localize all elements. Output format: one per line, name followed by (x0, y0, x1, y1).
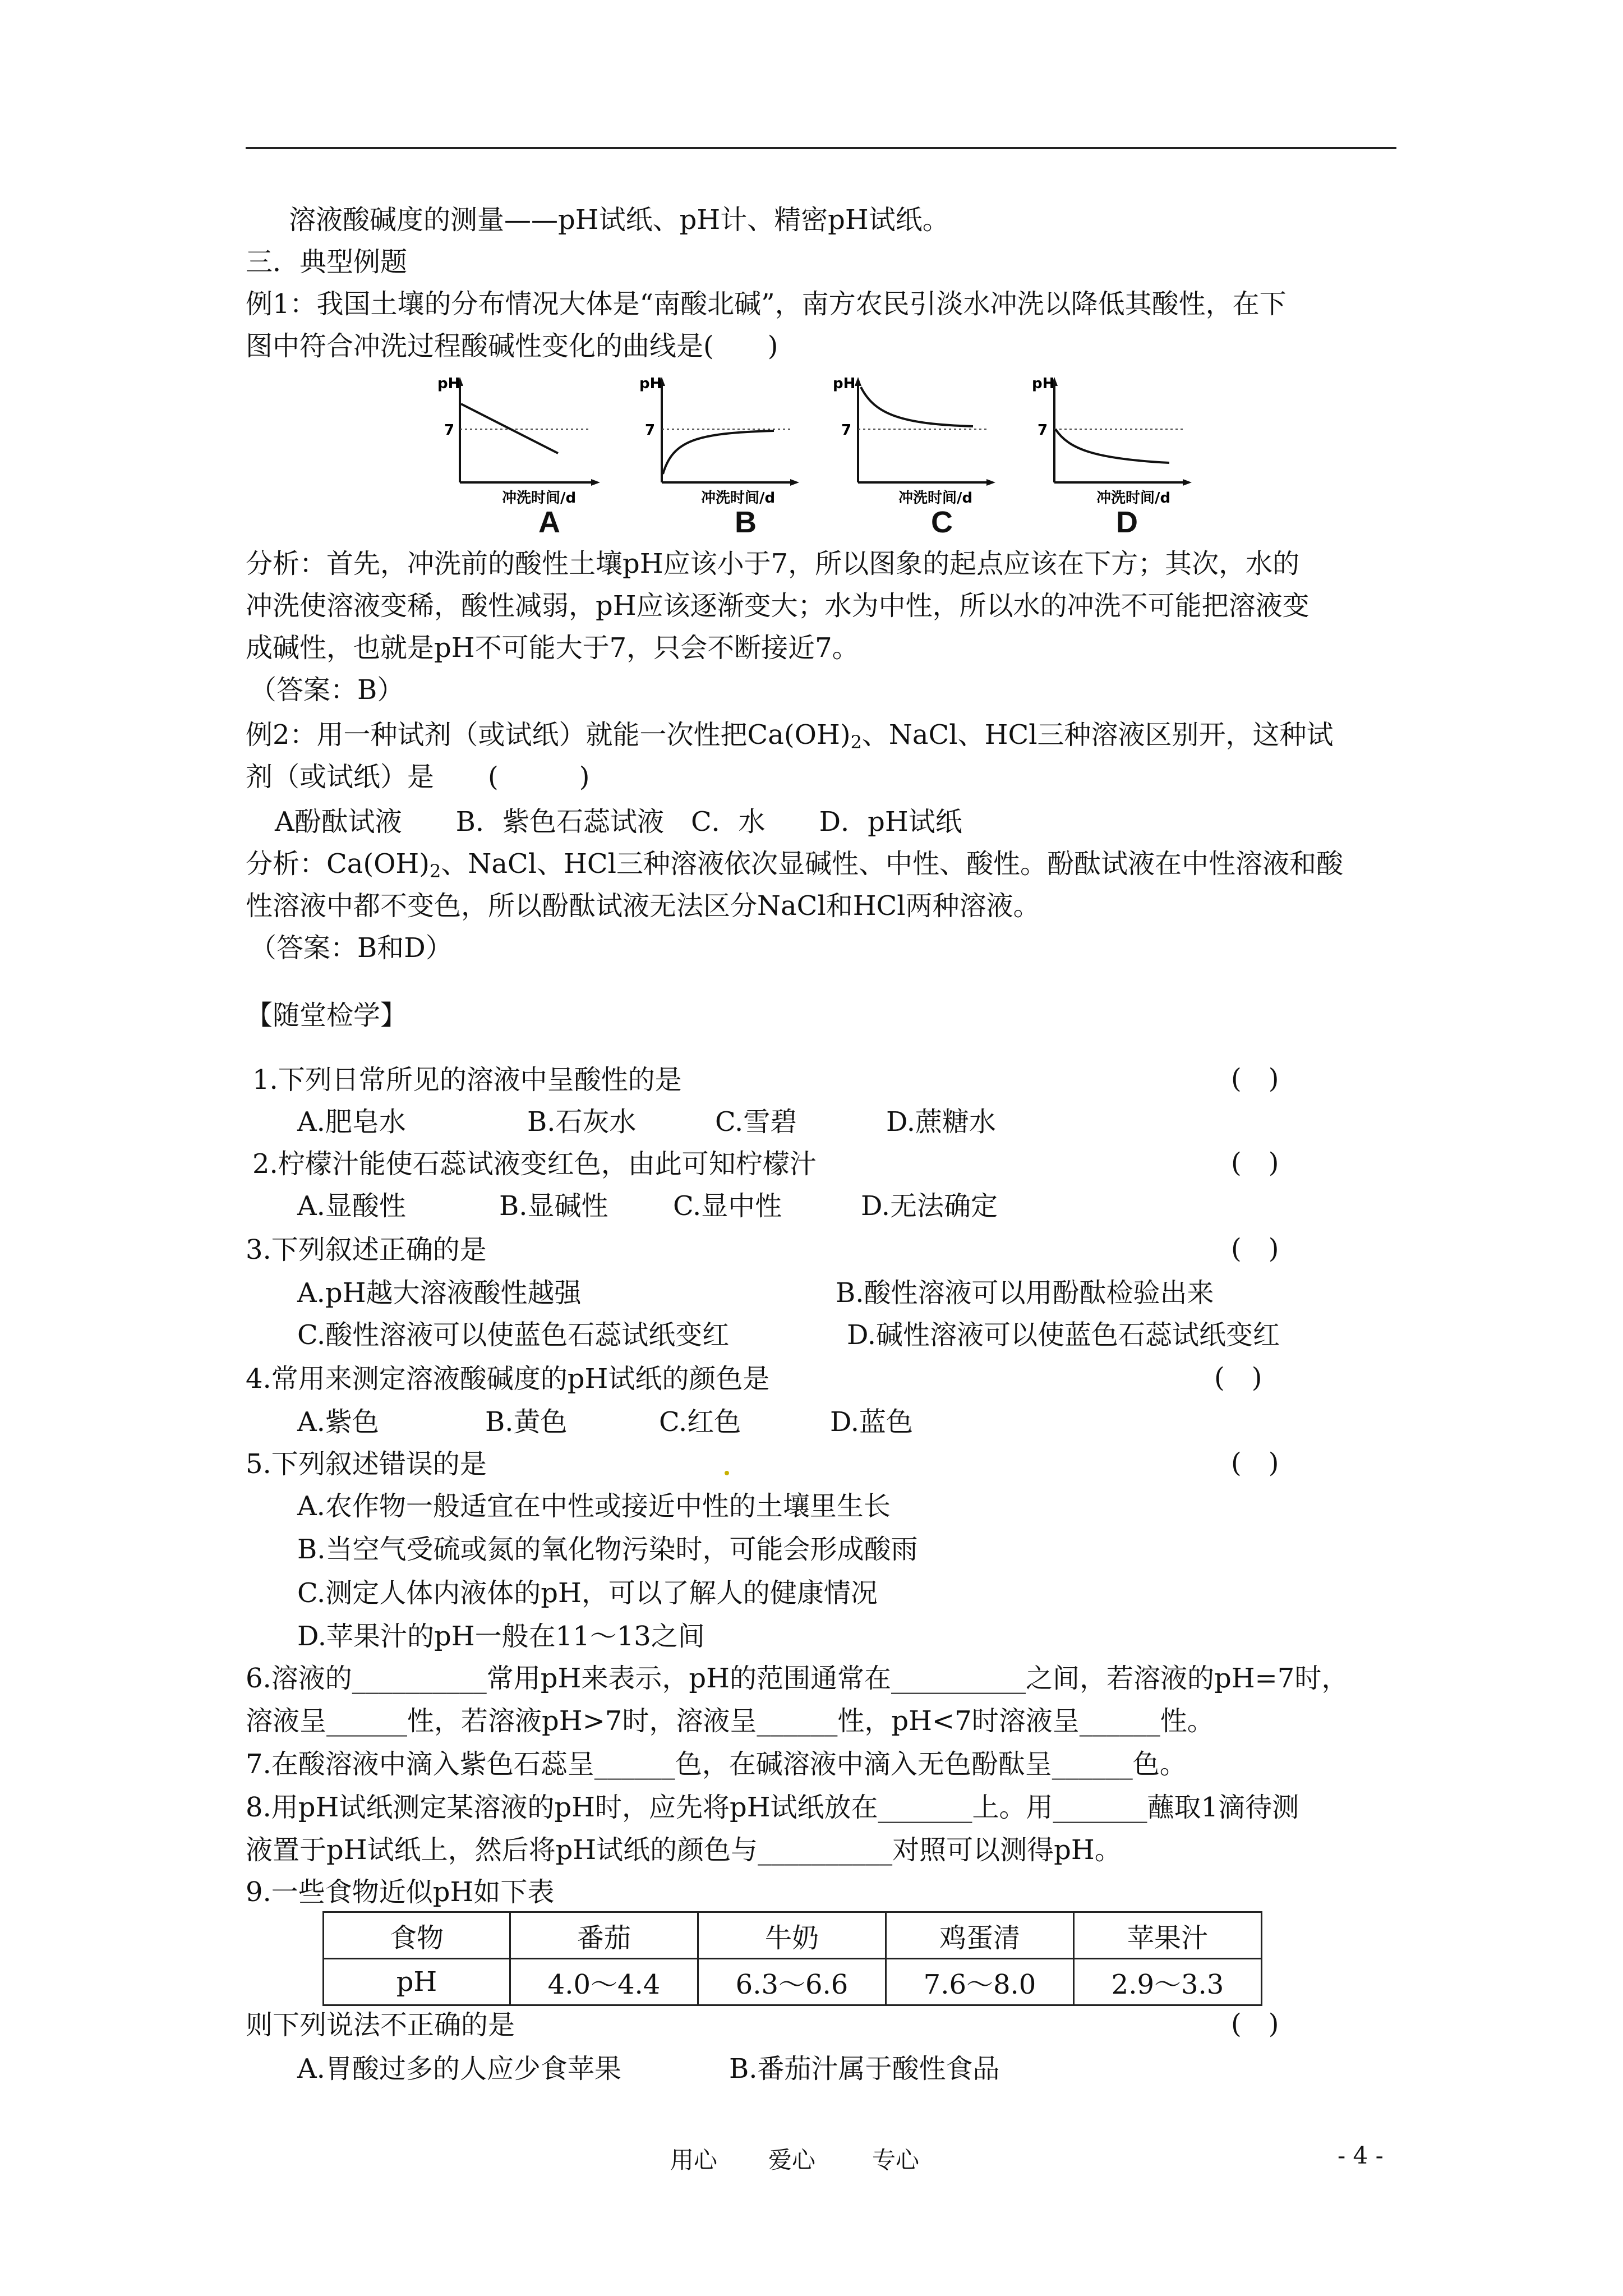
q3-option-b: B.酸性溶液可以用酚酞检验出来 (836, 1277, 1214, 1309)
q5-answer-blank: ( ) (1231, 1447, 1279, 1479)
q3-option-a: A.pH越大溶液酸性越强 (297, 1277, 582, 1309)
food-ph-table (322, 1911, 1262, 2006)
footer-word-2: 爱心 (768, 2146, 816, 2174)
q2-stem: 2.柠檬汁能使石蕊试液变红色，由此可知柠檬汁 (252, 1148, 817, 1180)
q3-option-d: D.碱性溶液可以使蓝色石蕊试纸变红 (847, 1319, 1280, 1351)
example2-line1: 例2：用一种试剂（或试纸）就能一次性把$Ca(OH)_2$、NaCl、HCl三种溶液区别开，这种试 (246, 719, 1334, 753)
q9-option-a: A.胃酸过多的人应少食苹果 (297, 2053, 621, 2085)
q4-option-c: C.红色 (659, 1406, 741, 1438)
graph-y-label: pH (833, 375, 856, 392)
q2-option-b: B.显碱性 (499, 1190, 608, 1222)
table-cell: 牛奶 (698, 1912, 886, 1959)
graph-d (1026, 370, 1195, 505)
q2-answer-blank: ( ) (1231, 1147, 1279, 1179)
q1-option-a: A.肥皂水 (297, 1106, 406, 1138)
graph-tick-label: 7 (645, 422, 656, 439)
example1-line1: 例1：我国土壤的分布情况大体是“南酸北碱”，南方农民引淡水冲洗以降低其酸性，在下 (246, 288, 1287, 320)
example2-line2: 剂（或试纸）是 ( ) (246, 761, 590, 793)
footer-word-1: 用心 (670, 2146, 718, 2174)
q9-answer-blank: ( ) (1231, 2008, 1279, 2040)
q4-option-d: D.蓝色 (830, 1406, 914, 1438)
q6-line1: 6.溶液的__________常用pH来表示，pH的范围通常在__________之间，若溶液的pH=7时， (246, 1663, 1349, 1694)
intro-line: 溶液酸碱度的测量——pH试纸、pH计、精密pH试纸。 (289, 204, 949, 236)
table-row (324, 1959, 1262, 2005)
q1-option-b: B.石灰水 (527, 1106, 637, 1138)
q5-option-d: D.苹果汁的pH一般在11～13之间 (297, 1621, 705, 1652)
graph-x-label: 冲洗时间/d (701, 490, 776, 505)
graph-tick-label: 7 (841, 422, 852, 439)
graph-x-label: 冲洗时间/d (1096, 490, 1171, 505)
table-cell: 7.6～8.0 (886, 1959, 1074, 2005)
q3-option-c: C.酸性溶液可以使蓝色石蕊试纸变红 (297, 1319, 730, 1351)
q1-answer-blank: ( ) (1231, 1063, 1279, 1094)
graph-x-label: 冲洗时间/d (898, 490, 973, 505)
q1-option-d: D.蔗糖水 (886, 1106, 997, 1138)
table-cell: 2.9～3.3 (1074, 1959, 1262, 2005)
footer-word-3: 专心 (872, 2146, 920, 2174)
graph-tick-label: 7 (1038, 422, 1048, 439)
q9-question: 则下列说法不正确的是 (246, 2009, 515, 2041)
q8-line1: 8.用pH试纸测定某溶液的pH时，应先将pH试纸放在_______上。用_______蘸取1滴待测 (246, 1792, 1299, 1823)
table-cell: 苹果汁 (1074, 1912, 1262, 1959)
q9-stem: 9.一些食物近似pH如下表 (246, 1876, 555, 1908)
header-rule (246, 147, 1396, 149)
q2-option-a: A.显酸性 (297, 1190, 406, 1222)
graph-tick-label: 7 (444, 422, 455, 439)
q4-stem: 4.常用来测定溶液酸碱度的pH试纸的颜色是 (246, 1363, 770, 1395)
analysis1-line2: 冲洗使溶液变稀，酸性减弱，pH应该逐渐变大；水为中性，所以水的冲洗不可能把溶液变 (246, 590, 1310, 622)
q2-option-c: C.显中性 (673, 1190, 782, 1222)
example1-line2: 图中符合冲洗过程酸碱性变化的曲线是( ) (246, 330, 778, 362)
table-cell: 鸡蛋清 (886, 1912, 1074, 1959)
graph-a (437, 370, 606, 505)
analysis2-line2: 性溶液中都不变色，所以酚酞试液无法区分NaCl和HCl两种溶液。 (246, 890, 1040, 922)
analysis1-line3: 成碱性，也就是pH不可能大于7，只会不断接近7。 (246, 632, 859, 664)
stray-dot (725, 1471, 729, 1475)
q3-stem: 3.下列叙述正确的是 (246, 1234, 487, 1266)
q1-stem: 1.下列日常所见的溶液中呈酸性的是 (252, 1064, 682, 1096)
graph-letter-a: A (538, 505, 560, 539)
graph-letter-b: B (735, 505, 757, 539)
table-cell: pH (324, 1959, 510, 2005)
q4-option-b: B.黄色 (485, 1406, 568, 1438)
example2-options: A酚酞试液 B．紫色石蕊试液 C．水 D．pH试纸 (275, 806, 962, 838)
graph-letter-c: C (931, 505, 953, 539)
q8-line2: 液置于pH试纸上，然后将pH试纸的颜色与__________对照可以测得pH。 (246, 1834, 1122, 1866)
q1-option-c: C.雪碧 (715, 1106, 797, 1138)
section-title: 三．典型例题 (246, 246, 408, 278)
q7-line: 7.在酸溶液中滴入紫色石蕊呈______色，在碱溶液中滴入无色酚酞呈______色。 (246, 1749, 1187, 1780)
graph-y-label: pH (437, 375, 460, 392)
table-row (324, 1912, 1262, 1959)
quiz-title: 【随堂检学】 (246, 1000, 408, 1031)
graph-letter-d: D (1116, 505, 1138, 539)
q5-stem: 5.下列叙述错误的是 (246, 1448, 487, 1480)
answer2: （答案：B和D） (250, 932, 453, 964)
q3-answer-blank: ( ) (1231, 1233, 1279, 1264)
graph-x-label: 冲洗时间/d (502, 490, 577, 505)
q9-option-b: B.番茄汁属于酸性食品 (729, 2053, 1000, 2085)
q5-option-b: B.当空气受硫或氮的氧化物污染时，可能会形成酸雨 (297, 1534, 918, 1565)
graph-y-label: pH (639, 375, 662, 392)
q4-option-a: A.紫色 (297, 1406, 379, 1438)
q6-line2: 溶液呈______性，若溶液pH>7时，溶液呈______性，pH<7时溶液呈______性。 (246, 1705, 1214, 1737)
table-cell: 番茄 (510, 1912, 698, 1959)
table-cell: 4.0～4.4 (510, 1959, 698, 2005)
table-cell: 食物 (324, 1912, 510, 1959)
q5-option-c: C.测定人体内液体的pH，可以了解人的健康情况 (297, 1577, 878, 1609)
graph-c (830, 370, 998, 505)
q5-option-a: A.农作物一般适宜在中性或接近中性的土壤里生长 (297, 1490, 891, 1522)
graph-y-label: pH (1032, 375, 1055, 392)
q4-answer-blank: ( ) (1214, 1362, 1262, 1393)
analysis1-line1: 分析：首先，冲洗前的酸性土壤pH应该小于7，所以图象的起点应该在下方；其次，水的 (246, 548, 1300, 579)
q2-option-d: D.无法确定 (861, 1190, 998, 1222)
table-cell: 6.3～6.6 (698, 1959, 886, 2005)
page-number: - 4 - (1338, 2142, 1384, 2169)
graph-b (634, 370, 802, 505)
analysis2-line1: 分析：$Ca(OH)_2$、NaCl、HCl三种溶液依次显碱性、中性、酸性。酚酞试液在中性溶液和酸 (246, 848, 1344, 882)
answer1: （答案：B） (250, 674, 404, 706)
